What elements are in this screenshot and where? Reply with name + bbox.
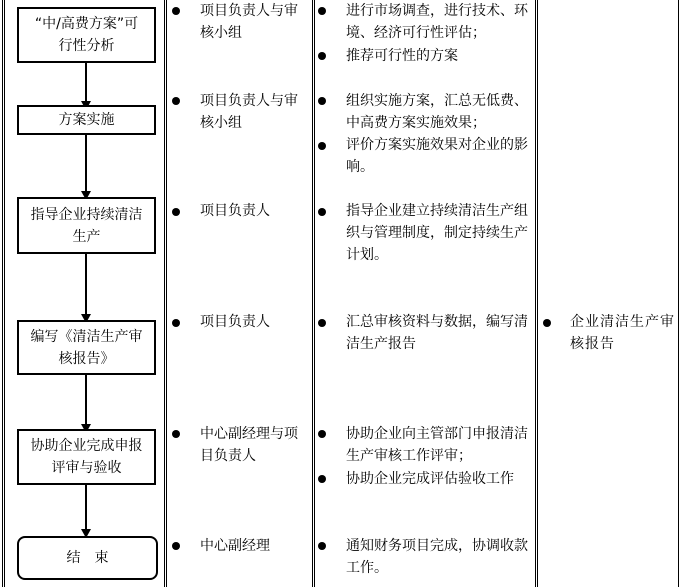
task-item: 协助企业向主管部门申报清洁生产审核工作评审； — [346, 426, 528, 464]
responsible-cell: 项目负责人与审核小组 — [200, 93, 298, 131]
table-right-border — [678, 0, 679, 587]
task-item: 通知财务项目完成，协调收款工作。 — [346, 538, 528, 576]
responsible-cell: 项目负责人 — [200, 203, 270, 219]
flow-step-end — [17, 536, 158, 580]
task-item: 推荐可行性的方案 — [346, 48, 458, 64]
bullet-icon — [318, 142, 326, 150]
task-item: 评价方案实施效果对企业的影响。 — [346, 137, 528, 175]
task-item: 协助企业完成评估验收工作 — [346, 471, 514, 487]
bullet-icon — [172, 97, 180, 105]
bullet-icon — [543, 319, 551, 327]
flow-arrow — [85, 135, 87, 193]
flow-step-label: 编写《清洁生产审核报告》 — [30, 328, 143, 367]
responsible-cell: 中心副经理与项目负责人 — [200, 426, 298, 464]
bullet-icon — [172, 208, 180, 216]
flow-step-acceptance — [17, 429, 156, 485]
task-item: 组织实施方案，汇总无低费、中高费方案实施效果； — [346, 93, 528, 131]
task-item: 指导企业建立持续清洁生产组织与管理制度，制定持续生产计划。 — [346, 203, 528, 263]
bullet-icon — [318, 430, 326, 438]
bullet-icon — [172, 430, 180, 438]
column-divider-2 — [312, 0, 315, 587]
bullet-icon — [318, 52, 326, 60]
flow-arrow — [85, 63, 87, 103]
flow-step-continuous — [17, 197, 156, 254]
column-divider-3 — [535, 0, 538, 587]
bullet-icon — [318, 97, 326, 105]
bullet-icon — [318, 208, 326, 216]
responsible-cell: 项目负责人 — [200, 314, 270, 330]
output-cell: 企业清洁生产审核报告 — [570, 314, 675, 352]
flow-step-label: 协助企业完成申报评审与验收 — [30, 438, 143, 476]
bullet-icon — [172, 7, 180, 15]
task-item: 进行市场调查，进行技术、环境、经济可行性评估； — [346, 3, 528, 41]
flow-step-implementation — [17, 105, 156, 135]
task-item: 汇总审核资料与数据，编写清洁生产报告 — [346, 314, 528, 352]
responsible-cell: 项目负责人与审核小组 — [200, 3, 298, 41]
bullet-icon — [318, 475, 326, 483]
responsible-cell: 中心副经理 — [200, 538, 270, 554]
flow-step-label: “中/高费方案”可行性分析 — [34, 16, 139, 54]
flow-step-label: 方案实施 — [58, 112, 115, 128]
flow-step-label: 指导企业持续清洁生产 — [30, 206, 143, 245]
table-left-border — [2, 0, 5, 587]
bullet-icon — [318, 7, 326, 15]
bullet-icon — [318, 319, 326, 327]
flow-arrow — [85, 254, 87, 316]
flow-step-feasibility — [17, 7, 156, 63]
flow-arrow — [85, 375, 87, 426]
bullet-icon — [172, 542, 180, 550]
column-divider-1 — [164, 0, 167, 587]
bullet-icon — [172, 319, 180, 327]
flow-step-label: 结 束 — [66, 550, 109, 566]
flow-arrow — [85, 485, 87, 531]
bullet-icon — [318, 542, 326, 550]
flow-step-report — [17, 320, 156, 375]
